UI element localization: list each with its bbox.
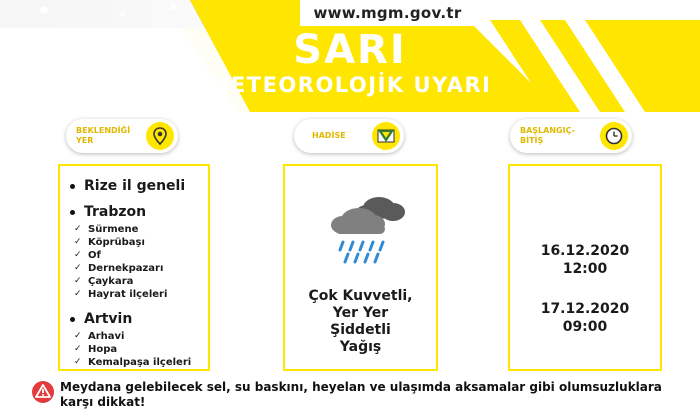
warning-subtitle: METEOROLOJİK UYARI xyxy=(208,73,492,97)
district-item: ✓ Of xyxy=(74,250,101,261)
district-list xyxy=(74,223,191,301)
warning-triangle-icon xyxy=(32,381,54,403)
check-icon: ✓ xyxy=(74,250,82,260)
rain-cloud-icon xyxy=(329,194,409,270)
event-label: HADİSE xyxy=(312,131,346,140)
district-item: ✓ Kemalpaşa ilçeleri xyxy=(74,357,192,368)
check-icon: ✓ xyxy=(74,344,82,354)
check-icon: ✓ xyxy=(74,224,82,234)
clock-icon xyxy=(600,122,628,150)
location-item: Rize il geneli xyxy=(70,178,191,194)
end-datetime: 17.12.2020 09:00 xyxy=(540,301,630,335)
website-url[interactable]: www.mgm.gov.tr xyxy=(300,0,475,26)
event-description: Çok Kuvvetli, Yer Yer Şiddetli Yağış xyxy=(308,288,413,355)
bullet-icon xyxy=(70,210,75,215)
district-item: ✓ Dernekpazarı xyxy=(74,263,164,274)
event-panel xyxy=(283,164,438,371)
check-icon: ✓ xyxy=(74,263,82,273)
map-pin-icon xyxy=(146,122,174,150)
warning-text: Meydana gelebilecek sel, su baskını, heyelan ve ulaşımda aksamalar gibi olumsuzluklara karşı dikkat! xyxy=(60,380,662,409)
warning-level-title: SARI xyxy=(293,27,407,73)
district-item: ✓ Hayrat ilçeleri xyxy=(74,289,168,300)
event-label-tab xyxy=(294,119,404,153)
district-item: ✓ Hopa xyxy=(74,344,118,355)
location-item: Trabzon xyxy=(70,204,191,220)
district-item: ✓ Köprübaşı xyxy=(74,237,145,248)
warning-flag-icon xyxy=(372,122,400,150)
location-item: Artvin xyxy=(70,311,191,327)
location-panel xyxy=(58,164,210,371)
time-panel xyxy=(508,164,662,371)
location-label: BEKLENDİĞİ YER xyxy=(76,126,131,145)
check-icon: ✓ xyxy=(74,289,82,299)
time-label: BAŞLANGIÇ-BİTİŞ xyxy=(520,126,575,145)
bullet-icon xyxy=(70,317,75,322)
warning-row xyxy=(32,380,687,410)
district-list xyxy=(74,330,191,369)
bullet-icon xyxy=(70,184,75,189)
location-label-tab xyxy=(66,119,178,153)
time-label-tab xyxy=(510,119,632,153)
check-icon: ✓ xyxy=(74,357,82,367)
check-icon: ✓ xyxy=(74,276,82,286)
check-icon: ✓ xyxy=(74,237,82,247)
district-item: ✓ Arhavi xyxy=(74,331,125,342)
location-list xyxy=(70,178,191,377)
start-datetime: 16.12.2020 12:00 xyxy=(540,243,630,277)
district-item: ✓ Sürmene xyxy=(74,224,139,235)
district-item: ✓ Çaykara xyxy=(74,276,134,287)
check-icon: ✓ xyxy=(74,331,82,341)
